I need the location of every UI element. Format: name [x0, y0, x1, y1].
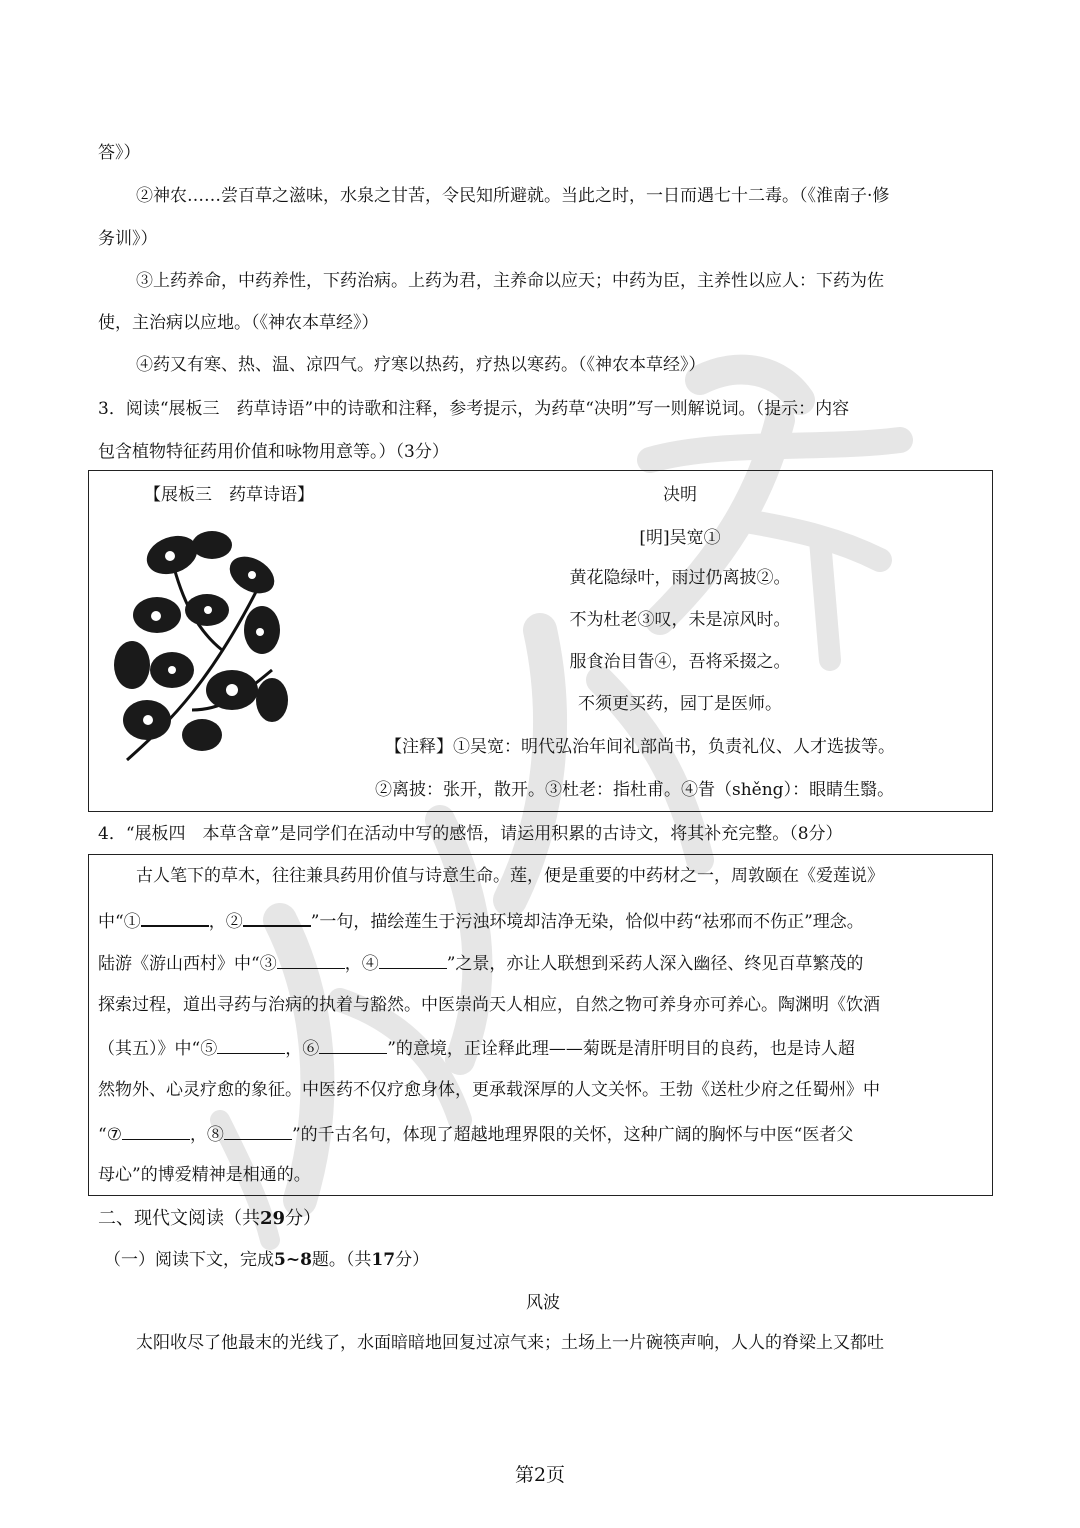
cassia-plant-illustration: [112, 520, 292, 765]
poem-note-2: ②离披：张开，散开。③杜老：指杜甫。④眚（shěng）：眼睛生翳。: [375, 780, 895, 800]
board4-line-8: 母心”的博爱精神是相通的。: [98, 1165, 311, 1185]
quote-2-line2: 务训》）: [98, 229, 158, 249]
subsection-1-heading: （一）阅读下文，完成5~8题。（共17分）: [104, 1250, 430, 1270]
quote-3-line1: ③上药养命，中药养性，下药治病。上药为君，主养命以应天；中药为臣，主养性以应人：下药为佐: [136, 271, 884, 291]
board4-line-2: 中“① ，② ”一句，描绘莲生于污浊环境却洁净无染，恰似中药“祛邪而不伤正”理念。: [98, 907, 988, 934]
question-3-line2: 包含植物特征药用价值和咏物用意等。）（3分）: [98, 442, 449, 462]
question-4-title: 4．“展板四 本草含章”是同学们在活动中写的感悟，请运用积累的古诗文，将其补充完整。（8分）: [98, 824, 843, 844]
blank-6[interactable]: [319, 1035, 387, 1054]
continued-citation: 答》）: [98, 143, 141, 163]
blank-5[interactable]: [217, 1035, 285, 1054]
poem-verse-3: 服食治目眚④，吾将采掇之。: [569, 652, 791, 672]
blank-4[interactable]: [379, 950, 447, 969]
board4-line-6: 然物外、心灵疗愈的象征。中医药不仅疗愈身体，更承载深厚的人文关怀。王勃《送杜少府之任蜀州》中: [98, 1080, 880, 1100]
quote-2-line1: ②神农……尝百草之滋味，水泉之甘苦，令民知所避就。当此之时，一日而遇七十二毒。（《淮南子·修: [136, 186, 890, 206]
poem-verse-4: 不须更买药，园丁是医师。: [578, 694, 782, 714]
board4-line-3: 陆游《游山西村》中“③ ，④ ”之景，亦让人联想到采药人深入幽径、终见百草繁茂的: [98, 950, 988, 976]
story-line-1: 太阳收尽了他最末的光线了，水面暗暗地回复过凉气来；土场上一片碗筷声响，人人的脊梁上又都吐: [136, 1333, 884, 1353]
poem-author: [明]吴宽①: [639, 528, 721, 548]
quote-4-line1: ④药又有寒、热、温、凉四气。疗寒以热药，疗热以寒药。（《神农本草经》）: [136, 355, 706, 375]
quote-3-line2: 使，主治病以应地。（《神农本草经》）: [98, 313, 379, 333]
poem-verse-1: 黄花隐绿叶，雨过仍离披②。: [569, 568, 791, 588]
poem-title: 决明: [663, 485, 697, 505]
blank-8[interactable]: [224, 1121, 292, 1140]
blank-1[interactable]: [141, 907, 209, 927]
board3-label: 【展板三 药草诗语】: [144, 485, 314, 505]
board4-line-1: 古人笔下的草木，往往兼具药用价值与诗意生命。莲，便是重要的中药材之一，周敦颐在《爱莲说》: [136, 866, 884, 886]
board4-line-7: “⑦ ，⑧ ”的千古名句，体现了超越地理界限的关怀，这种广阔的胸怀与中医“医者父: [98, 1121, 988, 1147]
poem-verse-2: 不为杜老③叹，未是凉风时。: [569, 610, 791, 630]
page-number: 第2页: [514, 1464, 566, 1486]
question-3-line1: 3．阅读“展板三 药草诗语”中的诗歌和注释，参考提示，为药草“决明”写一则解说词。（提示：内容: [98, 399, 850, 419]
blank-2[interactable]: [243, 907, 311, 927]
blank-7[interactable]: [122, 1121, 190, 1140]
section-2-heading: 二、现代文阅读（共29分）: [98, 1208, 322, 1229]
story-title: 风波: [526, 1293, 560, 1313]
poem-note-1: 【注释】①吴宽：明代弘治年间礼部尚书，负责礼仪、人才选拔等。: [385, 737, 895, 757]
board4-line-5: （其五）》中“⑤ ，⑥ ”的意境，正诠释此理——菊既是清肝明目的良药，也是诗人超: [98, 1035, 988, 1061]
board4-line-4: 探索过程，道出寻药与治病的执着与豁然。中医崇尚天人相应，自然之物可养身亦可养心。陶渊明《饮酒: [98, 995, 880, 1015]
blank-3[interactable]: [277, 950, 345, 969]
